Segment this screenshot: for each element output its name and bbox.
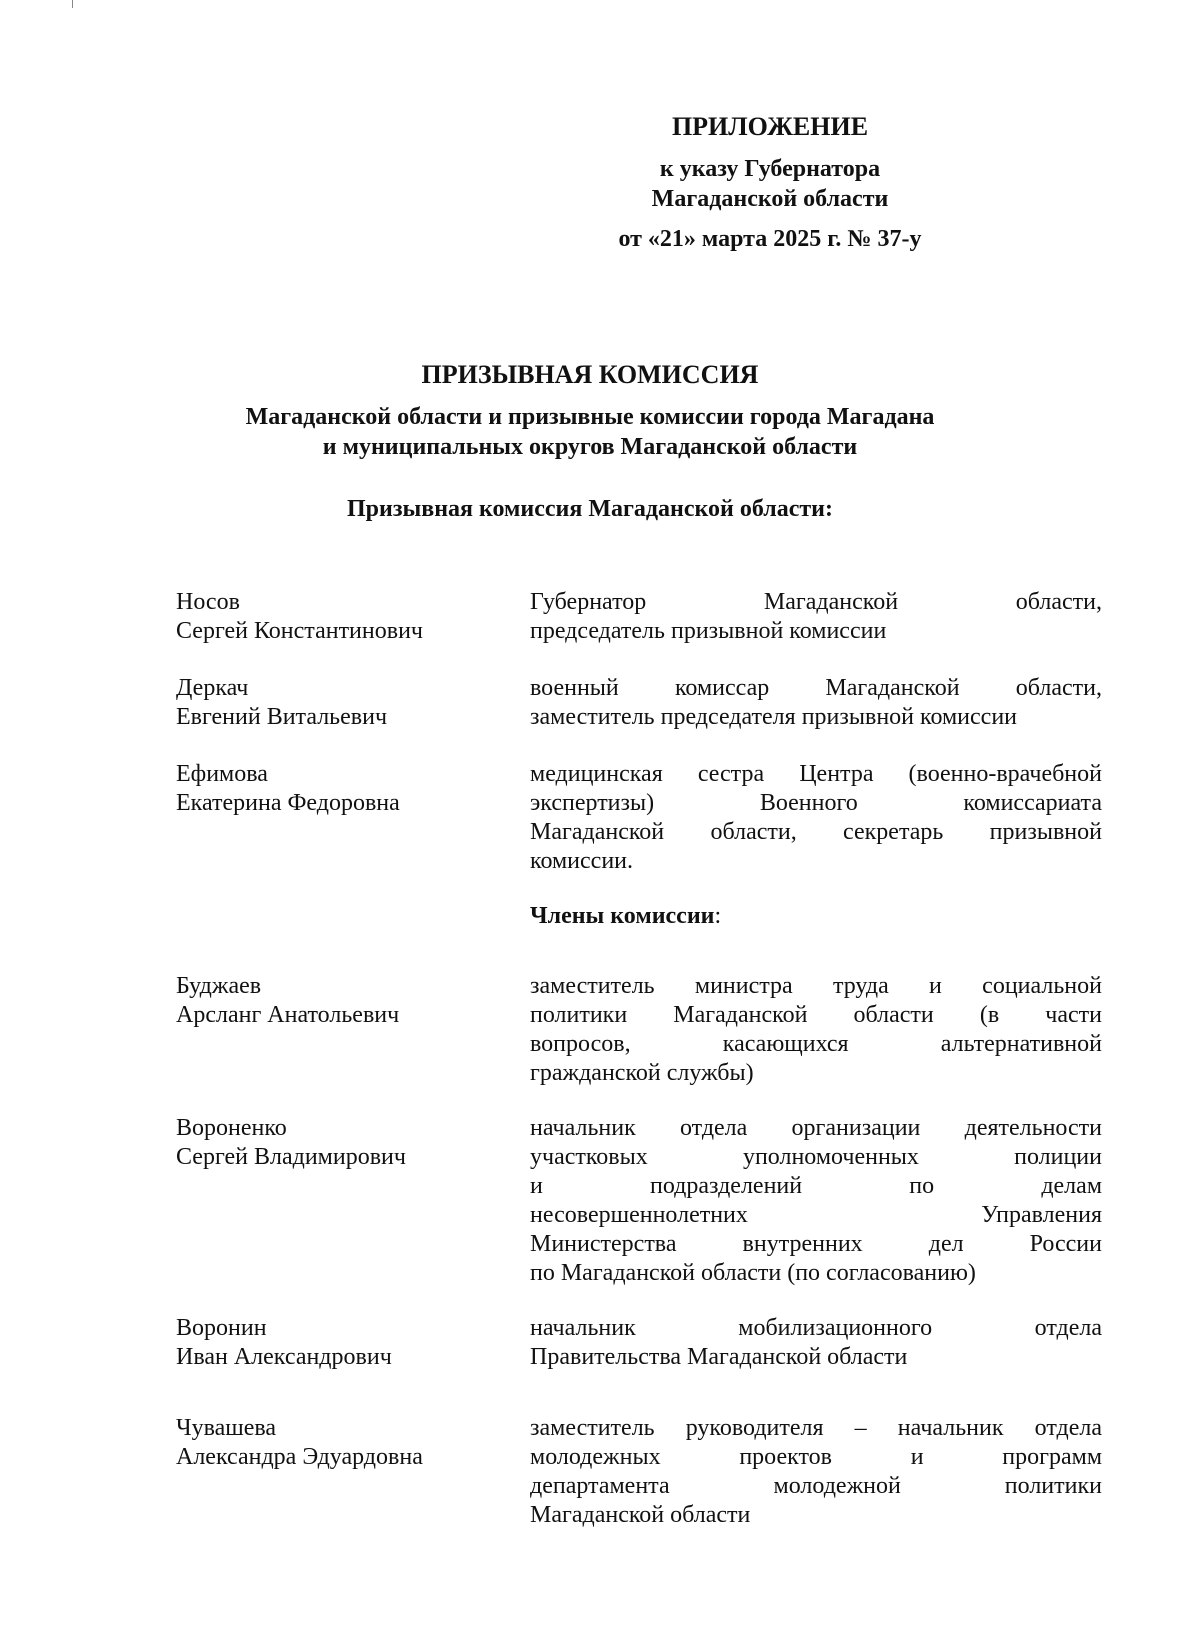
members-label-colon: : — [714, 903, 722, 929]
person-given-names: Арсланг Анатольевич — [176, 1002, 400, 1028]
appendix-title: ПРИЛОЖЕНИЕ — [671, 112, 869, 141]
person-role — [530, 588, 1102, 646]
role-line: Магаданской области, секретарь призывной — [530, 819, 1102, 845]
person-given-names: Сергей Константинович — [176, 618, 423, 644]
person-surname: Воронин — [176, 1315, 267, 1341]
role-line: военный комиссар Магаданской области, — [530, 675, 1102, 701]
person-name — [176, 1414, 496, 1472]
person-surname: Буджаев — [176, 973, 262, 999]
role-line: экспертизы) Военного комиссариата — [530, 790, 1102, 816]
role-line: несовершеннолетних Управления — [530, 1202, 1102, 1228]
role-line: гражданской службы) — [530, 1060, 754, 1086]
person-role — [530, 972, 1102, 1088]
person-name — [176, 972, 496, 1030]
role-line: политики Магаданской области (в части — [530, 1002, 1102, 1028]
document-subtitle-line-2: и муниципальных округов Магаданской области — [322, 434, 858, 460]
person-surname: Ефимова — [176, 761, 268, 787]
role-line: Министерства внутренних дел России — [530, 1231, 1102, 1257]
section-heading: Призывная комиссия Магаданской области: — [347, 496, 833, 522]
person-given-names: Екатерина Федоровна — [176, 790, 400, 816]
role-line: Магаданской области — [530, 1502, 751, 1528]
document-title: ПРИЗЫВНАЯ КОМИССИЯ — [421, 360, 759, 389]
appendix-line-1: к указу Губернатора — [659, 156, 881, 182]
person-given-names: Сергей Владимирович — [176, 1144, 406, 1170]
role-line: молодежных проектов и программ — [530, 1444, 1102, 1470]
person-surname: Вороненко — [176, 1115, 287, 1141]
members-label-text: Члены комиссии — [530, 903, 715, 929]
role-line: заместитель председателя призывной комиссии — [530, 704, 1018, 730]
role-line: Правительства Магаданской области — [530, 1344, 908, 1370]
members-label — [530, 902, 721, 931]
role-line: по Магаданской области (по согласованию) — [530, 1260, 976, 1286]
appendix-line-2: Магаданской области — [651, 186, 889, 212]
role-line: председатель призывной комиссии — [530, 618, 887, 644]
person-surname: Чувашева — [176, 1415, 277, 1441]
person-role — [530, 1314, 1102, 1372]
role-line: заместитель министра труда и социальной — [530, 973, 1102, 999]
person-surname: Носов — [176, 589, 240, 615]
role-line: заместитель руководителя – начальник отдела — [530, 1415, 1102, 1441]
person-role — [530, 1114, 1102, 1288]
role-line: начальник отдела организации деятельности — [530, 1115, 1102, 1141]
person-surname: Деркач — [176, 675, 249, 701]
person-role — [530, 1414, 1102, 1530]
document-subtitle-line-1: Магаданской области и призывные комиссии города Магадана — [245, 404, 935, 430]
role-line: участковых уполномоченных полиции — [530, 1144, 1102, 1170]
role-line: начальник мобилизационного отдела — [530, 1315, 1102, 1341]
person-given-names: Иван Александрович — [176, 1344, 392, 1370]
person-given-names: Евгений Витальевич — [176, 704, 388, 730]
person-name — [176, 760, 496, 818]
appendix-line-3: от «21» марта 2025 г. № 37-у — [618, 226, 922, 252]
person-name — [176, 1314, 496, 1372]
role-line: департамента молодежной политики — [530, 1473, 1102, 1499]
person-role — [530, 674, 1102, 732]
person-role — [530, 760, 1102, 876]
role-line: комиссии. — [530, 848, 634, 874]
person-name — [176, 1114, 496, 1172]
role-line: Губернатор Магаданской области, — [530, 589, 1102, 615]
scan-artifact — [72, 0, 73, 8]
role-line: вопросов, касающихся альтернативной — [530, 1031, 1102, 1057]
person-name — [176, 674, 496, 732]
role-line: и подразделений по делам — [530, 1173, 1102, 1199]
person-given-names: Александра Эдуардовна — [176, 1444, 423, 1470]
person-name — [176, 588, 496, 646]
role-line: медицинская сестра Центра (военно-врачебной — [530, 761, 1102, 787]
